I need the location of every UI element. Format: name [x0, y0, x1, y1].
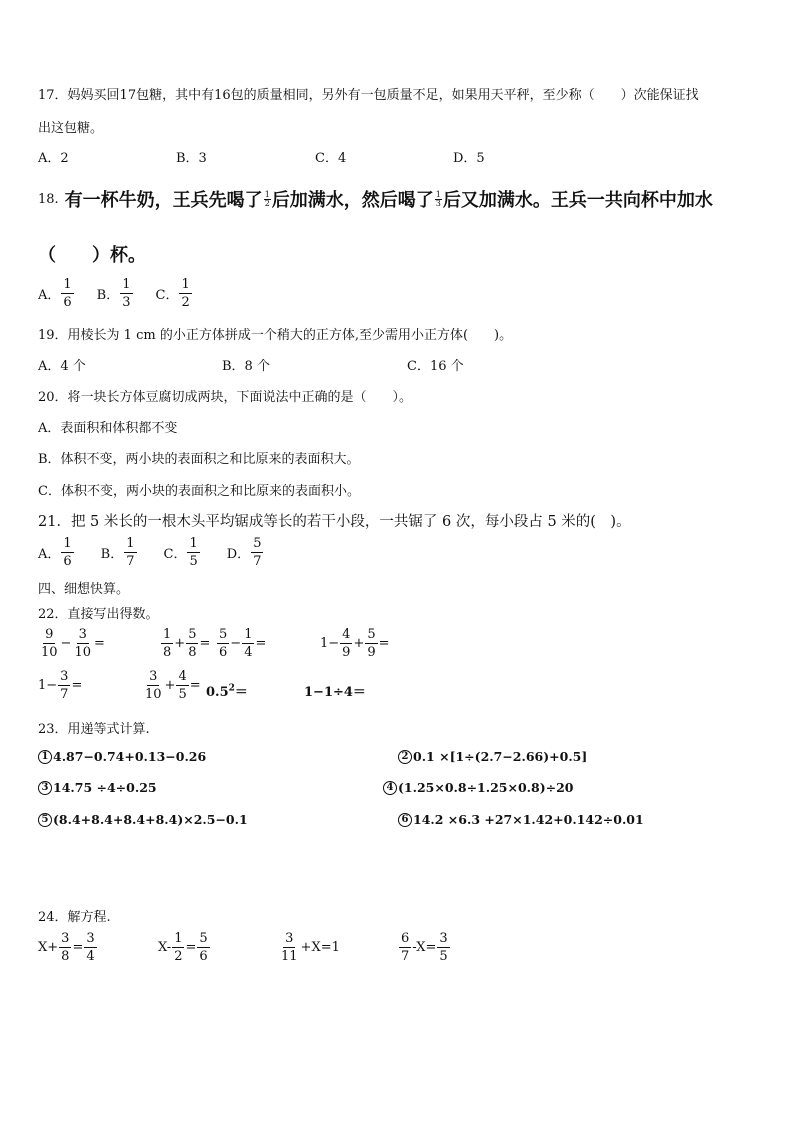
q18-a-num: 1: [63, 277, 72, 292]
q22-e2-eq: =: [199, 636, 211, 651]
q22-e4-eq: =: [378, 636, 390, 651]
q21-option-a-fraction: [61, 537, 73, 568]
q24-eq1-frac1: [59, 932, 71, 963]
q24-eq4-frac1: [399, 932, 411, 963]
q22-e3-d2: 4: [244, 645, 253, 660]
q23-title: 23．用递等式计算.: [38, 722, 150, 737]
q22-e4-n2: 5: [367, 627, 376, 642]
q22-e2-frac1: [161, 628, 173, 659]
q24-eq2-frac2: [197, 932, 209, 963]
q23-item-4-text: (1.25×0.8÷1.25×0.8)÷20: [398, 780, 574, 795]
q24-eq2-pre: X-: [158, 940, 172, 955]
q18-b-num: 1: [122, 277, 131, 292]
q17-option-b: B．3: [176, 151, 207, 166]
q24-eq2-mid: =: [185, 940, 197, 955]
q19-option-c: C．16 个: [407, 359, 464, 374]
q17-option-d: D．5: [453, 151, 485, 166]
q24-eq4-n2: 3: [439, 931, 448, 946]
q23-item-3-text: 14.75 ÷4÷0.25: [53, 780, 157, 795]
q22-e4-pre: 1−: [320, 636, 340, 651]
q22-e3-n1: 5: [219, 627, 228, 642]
q21-b-num: 1: [126, 536, 135, 551]
q18-option-b: [97, 278, 134, 309]
q24-eq2-d1: 2: [174, 949, 183, 964]
q22-e6-d2: 5: [178, 687, 187, 702]
q18-text-a: 有一杯牛奶，王兵先喝了: [64, 190, 263, 211]
q24-eq3-d1: 11: [281, 949, 298, 964]
q17-option-c: C．4: [315, 151, 347, 166]
q24-equation-3: [278, 932, 340, 963]
q24-eq1-mid: =: [72, 940, 84, 955]
q21-d-den: 7: [253, 554, 262, 569]
q18-option-a-fraction: [61, 278, 73, 309]
q18-options: [38, 278, 193, 309]
q22-expr-6: [142, 670, 201, 701]
q22-e2-n2: 5: [188, 627, 197, 642]
q21-option-c-fraction: [187, 537, 199, 568]
q18-text-c: 后又加满水。王兵一共向杯中加水: [442, 190, 713, 211]
q22-e5-eq: =: [71, 678, 83, 693]
q21-c-num: 1: [189, 536, 198, 551]
q22-e4-d1: 9: [342, 645, 351, 660]
q21-options: [38, 537, 264, 568]
q18-fraction-1: [264, 191, 271, 208]
q23-item-6: [398, 812, 644, 827]
q24-eq4-frac2: [437, 932, 449, 963]
q23-item-4-mark: 4: [383, 781, 397, 795]
q21-option-d: [227, 537, 265, 568]
q21-option-b: [101, 537, 138, 568]
q22-e3-frac2: [242, 628, 254, 659]
q20-option-b: B．体积不变，两小块的表面积之和比原来的表面积大。: [38, 452, 360, 467]
q24-eq4-d2: 5: [439, 949, 448, 964]
q22-e2-n1: 1: [163, 627, 172, 642]
q19-option-b: B．8 个: [222, 359, 270, 374]
q24-eq2-frac1: [172, 932, 184, 963]
q22-title: 22．直接写出得数。: [38, 607, 159, 622]
q21-option-c-label: C．: [163, 547, 187, 562]
q18-line1: [38, 186, 713, 212]
q24-eq2-d2: 6: [199, 949, 208, 964]
q22-e7-base: 0.5: [206, 685, 229, 700]
q24-eq2-n2: 5: [199, 931, 208, 946]
q22-e1-eq: =: [94, 636, 105, 651]
q22-expr-8: 1−1÷4＝: [304, 685, 366, 700]
q22-e6-op: +: [164, 678, 176, 693]
q17-option-a: A．2: [38, 151, 69, 166]
q22-e7-exp: 2: [228, 683, 235, 694]
q21-text: 21．把 5 米长的一根木头平均锯成等长的若干小段，一共锯了 6 次，每小段占 5 米的( )。: [38, 514, 631, 530]
q18-option-b-label: B．: [96, 288, 120, 303]
q18-option-b-fraction: [120, 278, 132, 309]
q18-c-den: 2: [181, 295, 190, 310]
q22-e2-d2: 8: [188, 645, 197, 660]
q24-eq1-n2: 3: [86, 931, 95, 946]
q19-option-a: A．4 个: [38, 359, 86, 374]
q22-e5-pre: 1−: [38, 678, 58, 693]
q20-text: 20．将一块长方体豆腐切成两块，下面说法中正确的是（ ）。: [38, 390, 413, 405]
q22-expr-3: [216, 628, 266, 659]
q22-e1-n2: 3: [78, 627, 87, 642]
q22-e6-eq: =: [189, 678, 201, 693]
q24-eq4-n1: 6: [401, 931, 410, 946]
q19-text: 19．用棱长为 1 cm 的小正方体拼成一个稍大的正方体,至少需用小正方体( )。: [38, 328, 513, 343]
q21-a-num: 1: [63, 536, 72, 551]
q20-option-a: A．表面积和体积都不变: [38, 421, 178, 436]
q18-option-a-label: A．: [38, 288, 61, 303]
q22-e6-n1: 3: [149, 669, 158, 684]
q22-e5-n1: 3: [60, 669, 69, 684]
q22-e6-frac1: [143, 670, 164, 701]
q22-e3-n2: 1: [244, 627, 253, 642]
q24-eq1-d1: 8: [61, 949, 70, 964]
q24-eq1-pre: X+: [38, 940, 59, 955]
q21-option-d-fraction: [251, 537, 263, 568]
q22-e2-op: +: [174, 636, 186, 651]
q23-item-6-text: 14.2 ×6.3 +27×1.42+0.142÷0.01: [413, 812, 644, 827]
q22-e2-frac2: [186, 628, 198, 659]
q20-option-c: C．体积不变，两小块的表面积之和比原来的表面积小。: [38, 484, 360, 499]
q23-item-1: [38, 749, 206, 764]
q22-e3-op: −: [230, 636, 242, 651]
q24-eq1-d2: 4: [86, 949, 95, 964]
q21-b-den: 7: [126, 554, 135, 569]
q24-equation-1: [38, 932, 98, 963]
q22-e4-frac2: [365, 628, 377, 659]
q21-option-b-label: B．: [100, 547, 124, 562]
q22-e6-n2: 4: [178, 669, 187, 684]
q22-expr-1: [38, 628, 105, 659]
q22-expr-7: [206, 681, 248, 700]
q22-expr-5: [38, 670, 82, 701]
q24-eq3-frac1: [279, 932, 300, 963]
q23-item-1-mark: 1: [38, 750, 52, 764]
q18-f1-num: 1: [264, 189, 270, 199]
q18-option-a: [38, 278, 75, 309]
q23-item-5-text: (8.4+8.4+8.4+8.4)×2.5−0.1: [53, 812, 248, 827]
q23-item-5: [38, 812, 248, 827]
q21-option-a: [38, 537, 75, 568]
q23-item-6-mark: 6: [398, 813, 412, 827]
q21-option-d-label: D．: [226, 547, 251, 562]
q23-item-3: [38, 780, 157, 795]
q22-e1-frac2: [72, 628, 93, 659]
q18-option-c-fraction: [179, 278, 191, 309]
q21-option-b-fraction: [124, 537, 136, 568]
q21-d-num: 5: [253, 536, 262, 551]
q24-title: 24．解方程.: [38, 910, 111, 925]
q21-option-c: [164, 537, 201, 568]
q22-e4-n1: 4: [342, 627, 351, 642]
q17-line2: 出这包糖。: [38, 121, 104, 136]
q24-equation-4: [398, 932, 451, 963]
section-4-heading: 四、细想快算。: [38, 582, 130, 597]
q18-option-c: [156, 278, 193, 309]
q18-f2-num: 1: [435, 189, 441, 199]
q18-number: 18.: [38, 191, 59, 207]
q18-c-num: 1: [181, 277, 190, 292]
q18-a-den: 6: [63, 295, 72, 310]
q24-eq1-frac2: [84, 932, 96, 963]
q18-f1-den: 2: [264, 198, 270, 208]
q23-item-2-mark: 2: [398, 750, 412, 764]
q22-e6-frac2: [176, 670, 188, 701]
q23-item-2-text: 0.1 ×[1÷(2.7−2.66)+0.5]: [413, 749, 588, 764]
q22-e1-op: −: [60, 636, 72, 651]
q22-e3-d1: 6: [219, 645, 228, 660]
q18-text-b: 后加满水，然后喝了: [271, 190, 434, 211]
q22-e5-frac1: [58, 670, 70, 701]
q18-option-c-label: C．: [155, 288, 179, 303]
q21-a-den: 6: [63, 554, 72, 569]
q18-line2: （ ）杯。: [38, 245, 146, 266]
q22-e1-d2: 10: [74, 645, 91, 660]
q24-eq4-mid: -X=: [412, 940, 437, 955]
q22-e1-d1: 10: [41, 645, 58, 660]
q24-eq1-n1: 3: [61, 931, 70, 946]
q24-eq3-post: +X=1: [300, 940, 340, 955]
q22-expr-4: [320, 628, 390, 659]
q22-e2-d1: 8: [163, 645, 172, 660]
q22-e4-frac1: [340, 628, 352, 659]
q22-e1-frac1: [39, 628, 60, 659]
q22-e3-eq: =: [255, 636, 267, 651]
q22-e7-eq: ＝: [234, 685, 248, 700]
q22-e3-frac1: [217, 628, 229, 659]
q22-e6-d1: 10: [145, 687, 162, 702]
q21-option-a-label: A．: [38, 547, 61, 562]
q22-e4-op: +: [353, 636, 365, 651]
q23-item-2: [398, 749, 587, 764]
q23-item-3-mark: 3: [38, 781, 52, 795]
q22-expr-2: [160, 628, 210, 659]
q18-b-den: 3: [122, 295, 131, 310]
q21-c-den: 5: [189, 554, 198, 569]
q22-e1-n1: 9: [45, 627, 54, 642]
q24-equation-2: [158, 932, 211, 963]
q17-line1: 17．妈妈买回17包糖，其中有16包的质量相同，另外有一包质量不足，如果用天平秤，至少称（ ）次能保证找: [38, 88, 699, 103]
q24-eq3-n1: 3: [285, 931, 294, 946]
q24-eq2-n1: 1: [174, 931, 183, 946]
q23-item-1-text: 4.87−0.74+0.13−0.26: [53, 749, 207, 764]
q18-f2-den: 3: [435, 198, 441, 208]
q22-e5-d1: 7: [60, 687, 69, 702]
q22-e4-d2: 9: [367, 645, 376, 660]
q24-eq4-d1: 7: [401, 949, 410, 964]
q23-item-4: [383, 780, 574, 795]
q18-fraction-2: [435, 191, 442, 208]
q23-item-5-mark: 5: [38, 813, 52, 827]
